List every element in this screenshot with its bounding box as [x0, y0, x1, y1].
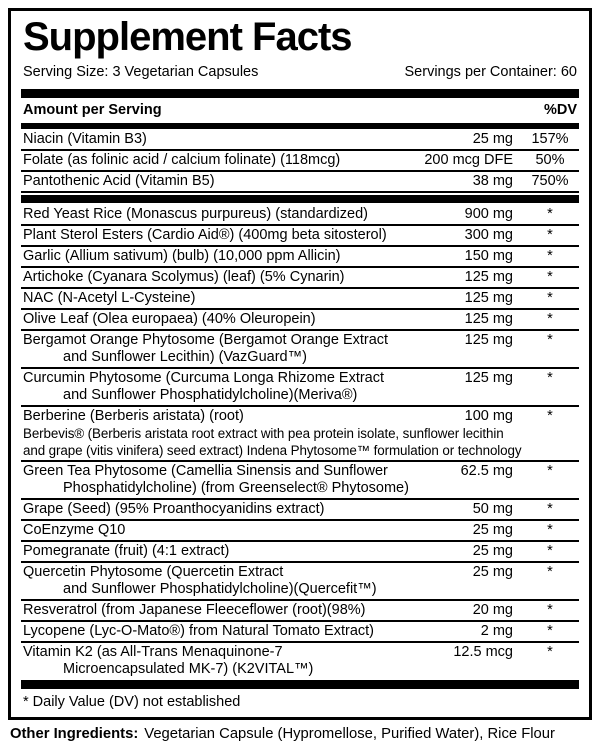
ingredient-row: [21, 226, 579, 247]
amount-value: 2 mg: [480, 623, 513, 639]
dv-value: *: [547, 311, 553, 327]
dv-value: 750%: [531, 173, 569, 189]
dv-value: *: [547, 602, 553, 618]
dv-header: %DV: [543, 102, 577, 118]
serving-size-text: Serving Size: 3 Vegetarian Capsules: [23, 64, 259, 80]
column-header-row: [21, 99, 579, 122]
ingredient-name: Folate (as folinic acid / calcium folinate) (118mcg): [23, 152, 341, 168]
servings-per-container-text: Servings per Container: 60: [404, 64, 577, 80]
ingredient-row: [21, 643, 579, 679]
dv-value: *: [547, 501, 553, 517]
ingredient-row: [21, 205, 579, 226]
ingredient-name: Pomegranate (fruit) (4:1 extract): [23, 543, 230, 559]
ingredient-note-line: and grape (vitis vinifera) seed extract) Indena Phytosome™ formulation or technology: [23, 443, 522, 458]
ingredient-name-wrap: and Sunflower Lecithin) (VazGuard™): [63, 349, 307, 365]
dv-value: *: [547, 564, 553, 580]
dv-value: *: [547, 522, 553, 538]
ingredient-name-wrap: and Sunflower Phosphatidylcholine)(Meriva®): [63, 387, 358, 403]
ingredient-row: [21, 622, 579, 643]
ingredient-name: Quercetin Phytosome (Quercetin Extract: [23, 564, 284, 580]
ingredient-row: [21, 369, 579, 407]
serving-info-row: [21, 61, 579, 88]
ingredient-note-line: Berbevis® (Berberis aristata root extract with pea protein isolate, sunflower lecithin: [23, 426, 504, 441]
dv-value: *: [547, 644, 553, 660]
ingredient-name: Red Yeast Rice (Monascus purpureus) (standardized): [23, 206, 368, 222]
amount-value: 200 mcg DFE: [424, 152, 513, 168]
ingredient-name: Olive Leaf (Olea europaea) (40% Oleuropein): [23, 311, 316, 327]
ingredient-name: Pantothenic Acid (Vitamin B5): [23, 173, 215, 189]
dv-value: *: [547, 408, 553, 424]
ingredient-name: Bergamot Orange Phytosome (Bergamot Orange Extract: [23, 332, 389, 348]
other-ingredients-label: Other Ingredients:: [10, 726, 139, 742]
dv-value: 157%: [531, 131, 569, 147]
supplement-facts-panel: [8, 8, 592, 720]
ingredient-row: [21, 500, 579, 521]
panel-title: Supplement Facts: [23, 15, 352, 59]
thick-divider-bar-bottom: [21, 680, 579, 689]
dv-value: *: [547, 623, 553, 639]
ingredient-name-wrap: Microencapsulated MK-7) (K2VITAL™): [63, 661, 314, 677]
section-divider-bar: [21, 195, 579, 203]
ingredient-row: [21, 247, 579, 268]
ingredient-row: [21, 563, 579, 601]
ingredient-name: Resveratrol (from Japanese Fleeceflower (root)(98%): [23, 602, 366, 618]
dv-value: *: [547, 227, 553, 243]
ingredient-row: [21, 331, 579, 369]
dv-value: *: [547, 248, 553, 264]
ingredient-row: [21, 407, 579, 462]
other-ingredients-text: Vegetarian Capsule (Hypromellose, Purified Water), Rice Flour: [144, 726, 555, 742]
dv-value: *: [547, 543, 553, 559]
amount-value: 25 mg: [472, 543, 513, 559]
other-ingredients-line: [10, 725, 592, 744]
amount-value: 25 mg: [472, 131, 513, 147]
ingredient-name: Green Tea Phytosome (Camellia Sinensis and Sunflower: [23, 463, 388, 479]
ingredient-name: Curcumin Phytosome (Curcuma Longa Rhizome Extract: [23, 370, 385, 386]
amount-value: 38 mg: [472, 173, 513, 189]
dv-value: *: [547, 269, 553, 285]
ingredient-name-wrap: and Sunflower Phosphatidylcholine)(Quercefit™): [63, 581, 377, 597]
ingredient-row: [21, 130, 579, 151]
amount-value: 12.5 mcg: [453, 644, 513, 660]
ingredient-name: Vitamin K2 (as All-Trans Menaquinone-7: [23, 644, 283, 660]
amount-value: 125 mg: [464, 370, 513, 386]
dv-value: *: [547, 370, 553, 386]
dv-value: *: [547, 332, 553, 348]
ingredient-name: CoEnzyme Q10: [23, 522, 126, 538]
ingredient-name: Plant Sterol Esters (Cardio Aid®) (400mg beta sitosterol): [23, 227, 387, 243]
ingredient-row: [21, 521, 579, 542]
amount-value: 50 mg: [472, 501, 513, 517]
amount-value: 25 mg: [472, 522, 513, 538]
amount-value: 125 mg: [464, 269, 513, 285]
ingredient-row: [21, 268, 579, 289]
amount-value: 25 mg: [472, 564, 513, 580]
ingredient-row: [21, 172, 579, 193]
ingredient-name: Artichoke (Cyanara Scolymus) (leaf) (5% Cynarin): [23, 269, 345, 285]
amount-value: 300 mg: [464, 227, 513, 243]
amount-per-serving-header: Amount per Serving: [23, 102, 162, 118]
amount-value: 100 mg: [464, 408, 513, 424]
ingredient-table: [21, 130, 579, 679]
ingredient-row: [21, 151, 579, 172]
ingredient-name: Niacin (Vitamin B3): [23, 131, 147, 147]
ingredient-row: [21, 289, 579, 310]
amount-value: 125 mg: [464, 311, 513, 327]
ingredient-row: [21, 542, 579, 563]
dv-value: 50%: [535, 152, 565, 168]
amount-value: 20 mg: [472, 602, 513, 618]
ingredient-name: Berberine (Berberis aristata) (root): [23, 408, 244, 424]
dv-footnote: * Daily Value (DV) not established: [23, 694, 241, 710]
dv-value: *: [547, 463, 553, 479]
dv-value: *: [547, 206, 553, 222]
ingredient-row: [21, 601, 579, 622]
ingredient-name-wrap: Phosphatidylcholine) (from Greenselect® Phytosome): [63, 480, 409, 496]
amount-value: 125 mg: [464, 290, 513, 306]
amount-value: 125 mg: [464, 332, 513, 348]
amount-value: 900 mg: [464, 206, 513, 222]
ingredient-name: Lycopene (Lyc-O-Mato®) from Natural Tomato Extract): [23, 623, 375, 639]
amount-value: 150 mg: [464, 248, 513, 264]
ingredient-row: [21, 462, 579, 500]
amount-value: 62.5 mg: [460, 463, 513, 479]
ingredient-name: Grape (Seed) (95% Proanthocyanidins extract): [23, 501, 325, 517]
ingredient-name: NAC (N-Acetyl L-Cysteine): [23, 290, 196, 306]
ingredient-row: [21, 310, 579, 331]
ingredient-name: Garlic (Allium sativum) (bulb) (10,000 ppm Allicin): [23, 248, 341, 264]
thick-divider-bar-top: [21, 89, 579, 98]
thick-divider-bar-header: [21, 123, 579, 129]
dv-value: *: [547, 290, 553, 306]
